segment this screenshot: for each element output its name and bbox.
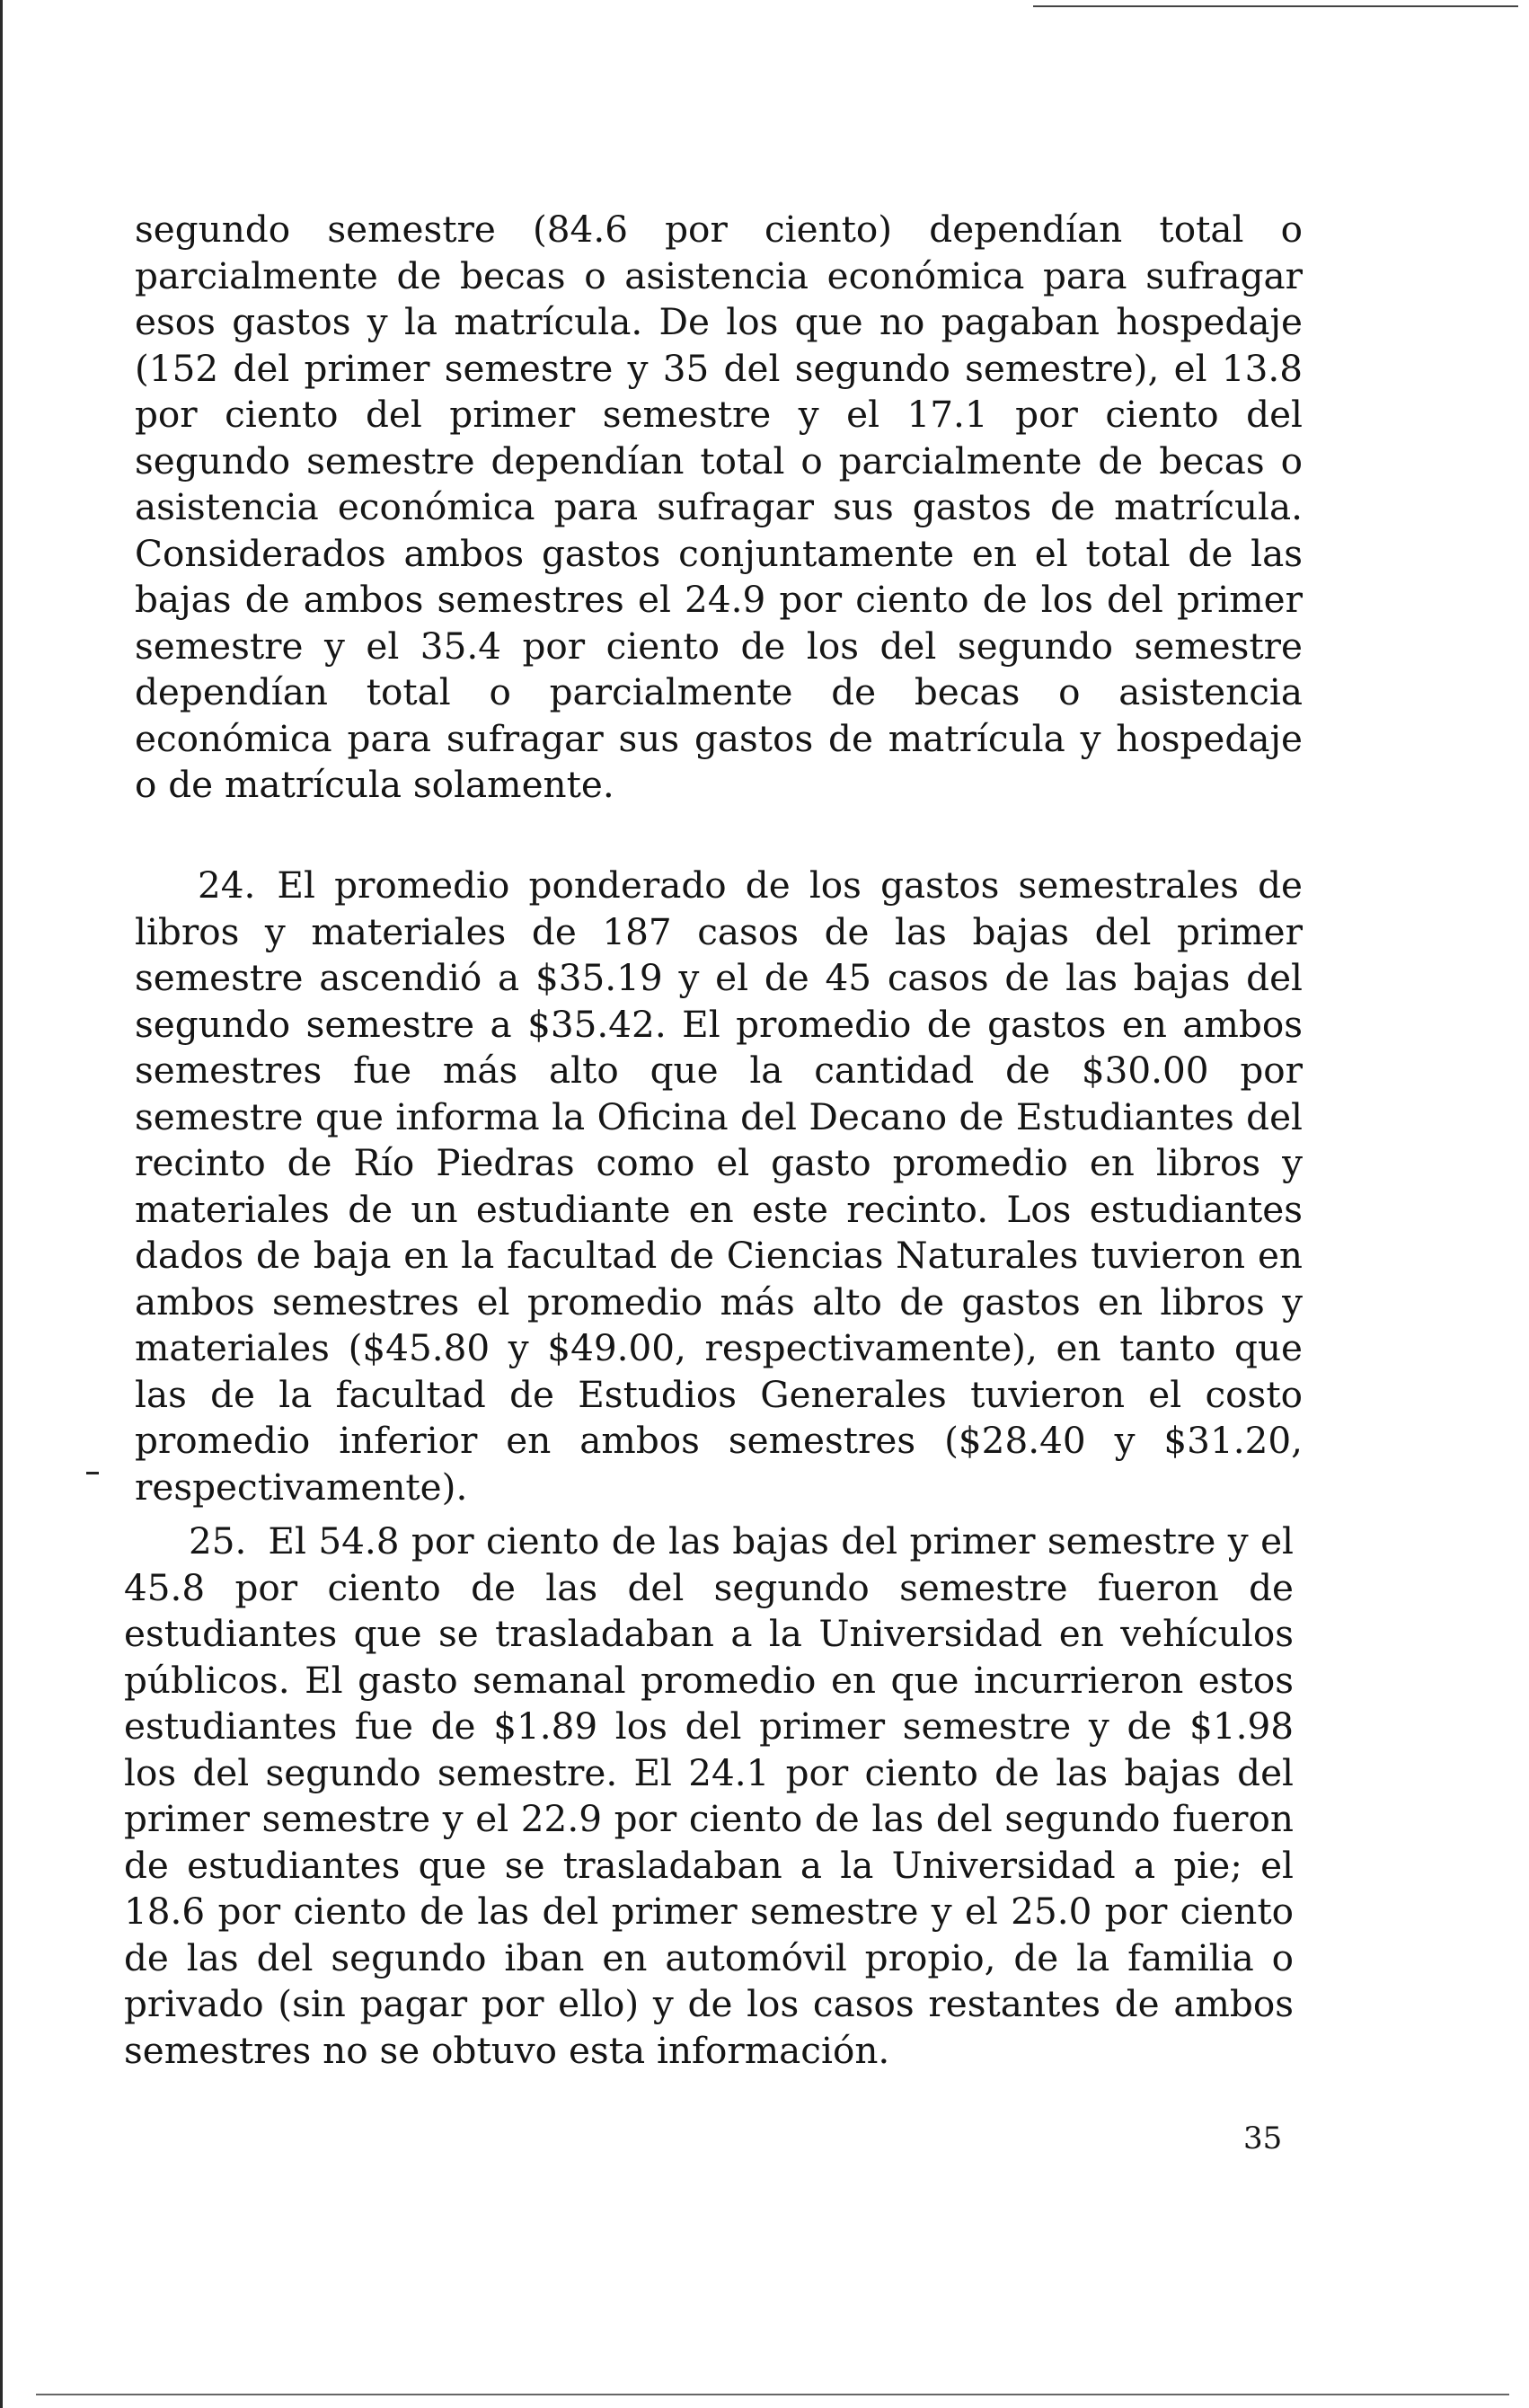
paragraph-text: El 54.8 por ciento de las bajas del primer semestre y el 45.8 por ciento de las del segundo semestre fueron de estudiantes que se trasladaban a la Universidad en vehículos públicos. El gasto semanal promedio en que incurrieron estos estudiantes fue de $1.89 los del primer semestre y de $1.98 los del segundo semestre. El 24.1 por ciento de las bajas del primer semestre y el 22.9 por ciento de las del segundo fueron de estudiantes que se trasladaban a la Universidad a pie; el 18.6 por ciento de las del primer semestre y el 25.0 por ciento de las del segundo iban en automóvil propio, de la familia o privado (sin pagar por ello) y de los casos restantes de ambos semestres no se obtuvo esta información. [124, 1519, 1294, 2072]
paragraph-text: El promedio ponderado de los gastos semestrales de libros y materiales de 187 casos de las bajas del primer semestre ascendió a $35.19 y el de 45 casos de las bajas del segundo semestre a $35.42. El promedio de gastos en ambos semestres fue más alto que la cantidad de $30.00 por semestre que informa la Oficina del Decano de Estudiantes del recinto de Río Piedras como el gasto promedio en libros y materiales de un estudiante en este recinto. Los estudiantes dados de baja en la facultad de Ciencias Naturales tuvieron en ambos semestres el promedio más alto de gastos en libros y materiales ($45.80 y $49.00, respectivamente), en tanto que las de la facultad de Estudios Generales tuvieron el costo promedio inferior en ambos semestres ($28.40 y $31.20, respectivamente). [135, 863, 1303, 1509]
page-number: 35 [1243, 2120, 1283, 2156]
paragraph-25 [124, 1518, 1294, 2074]
paragraph-number: 24. [198, 863, 256, 907]
paragraph-number: 25. [189, 1519, 247, 1563]
paragraph-text: segundo semestre (84.6 por ciento) dependían total o parcialmente de becas o asistencia económica para sufragar esos gastos y la matrícula. De los que no pagaban hospedaje (152 del primer semestre y 35 del segundo semestre), el 13.8 por ciento del primer semestre y el 17.1 por ciento del segundo semestre dependían total o parcialmente de becas o asistencia económica para sufragar sus gastos de matrícula. Considerados ambos gastos conjuntamente en el total de las bajas de ambos semestres el 24.9 por ciento de los del primer semestre y el 35.4 por ciento de los del segundo semestre dependían total o parcialmente de becas o asistencia económica para sufragar sus gastos de matrícula y hospedaje o de matrícula solamente. [135, 208, 1303, 806]
page-edge-left [0, 0, 3, 2408]
page-edge-bottom [36, 2394, 1509, 2395]
paragraph-continued [135, 207, 1303, 809]
page-edge-top [1033, 5, 1518, 7]
paragraph-24 [135, 863, 1303, 1510]
margin-mark [86, 1472, 99, 1474]
